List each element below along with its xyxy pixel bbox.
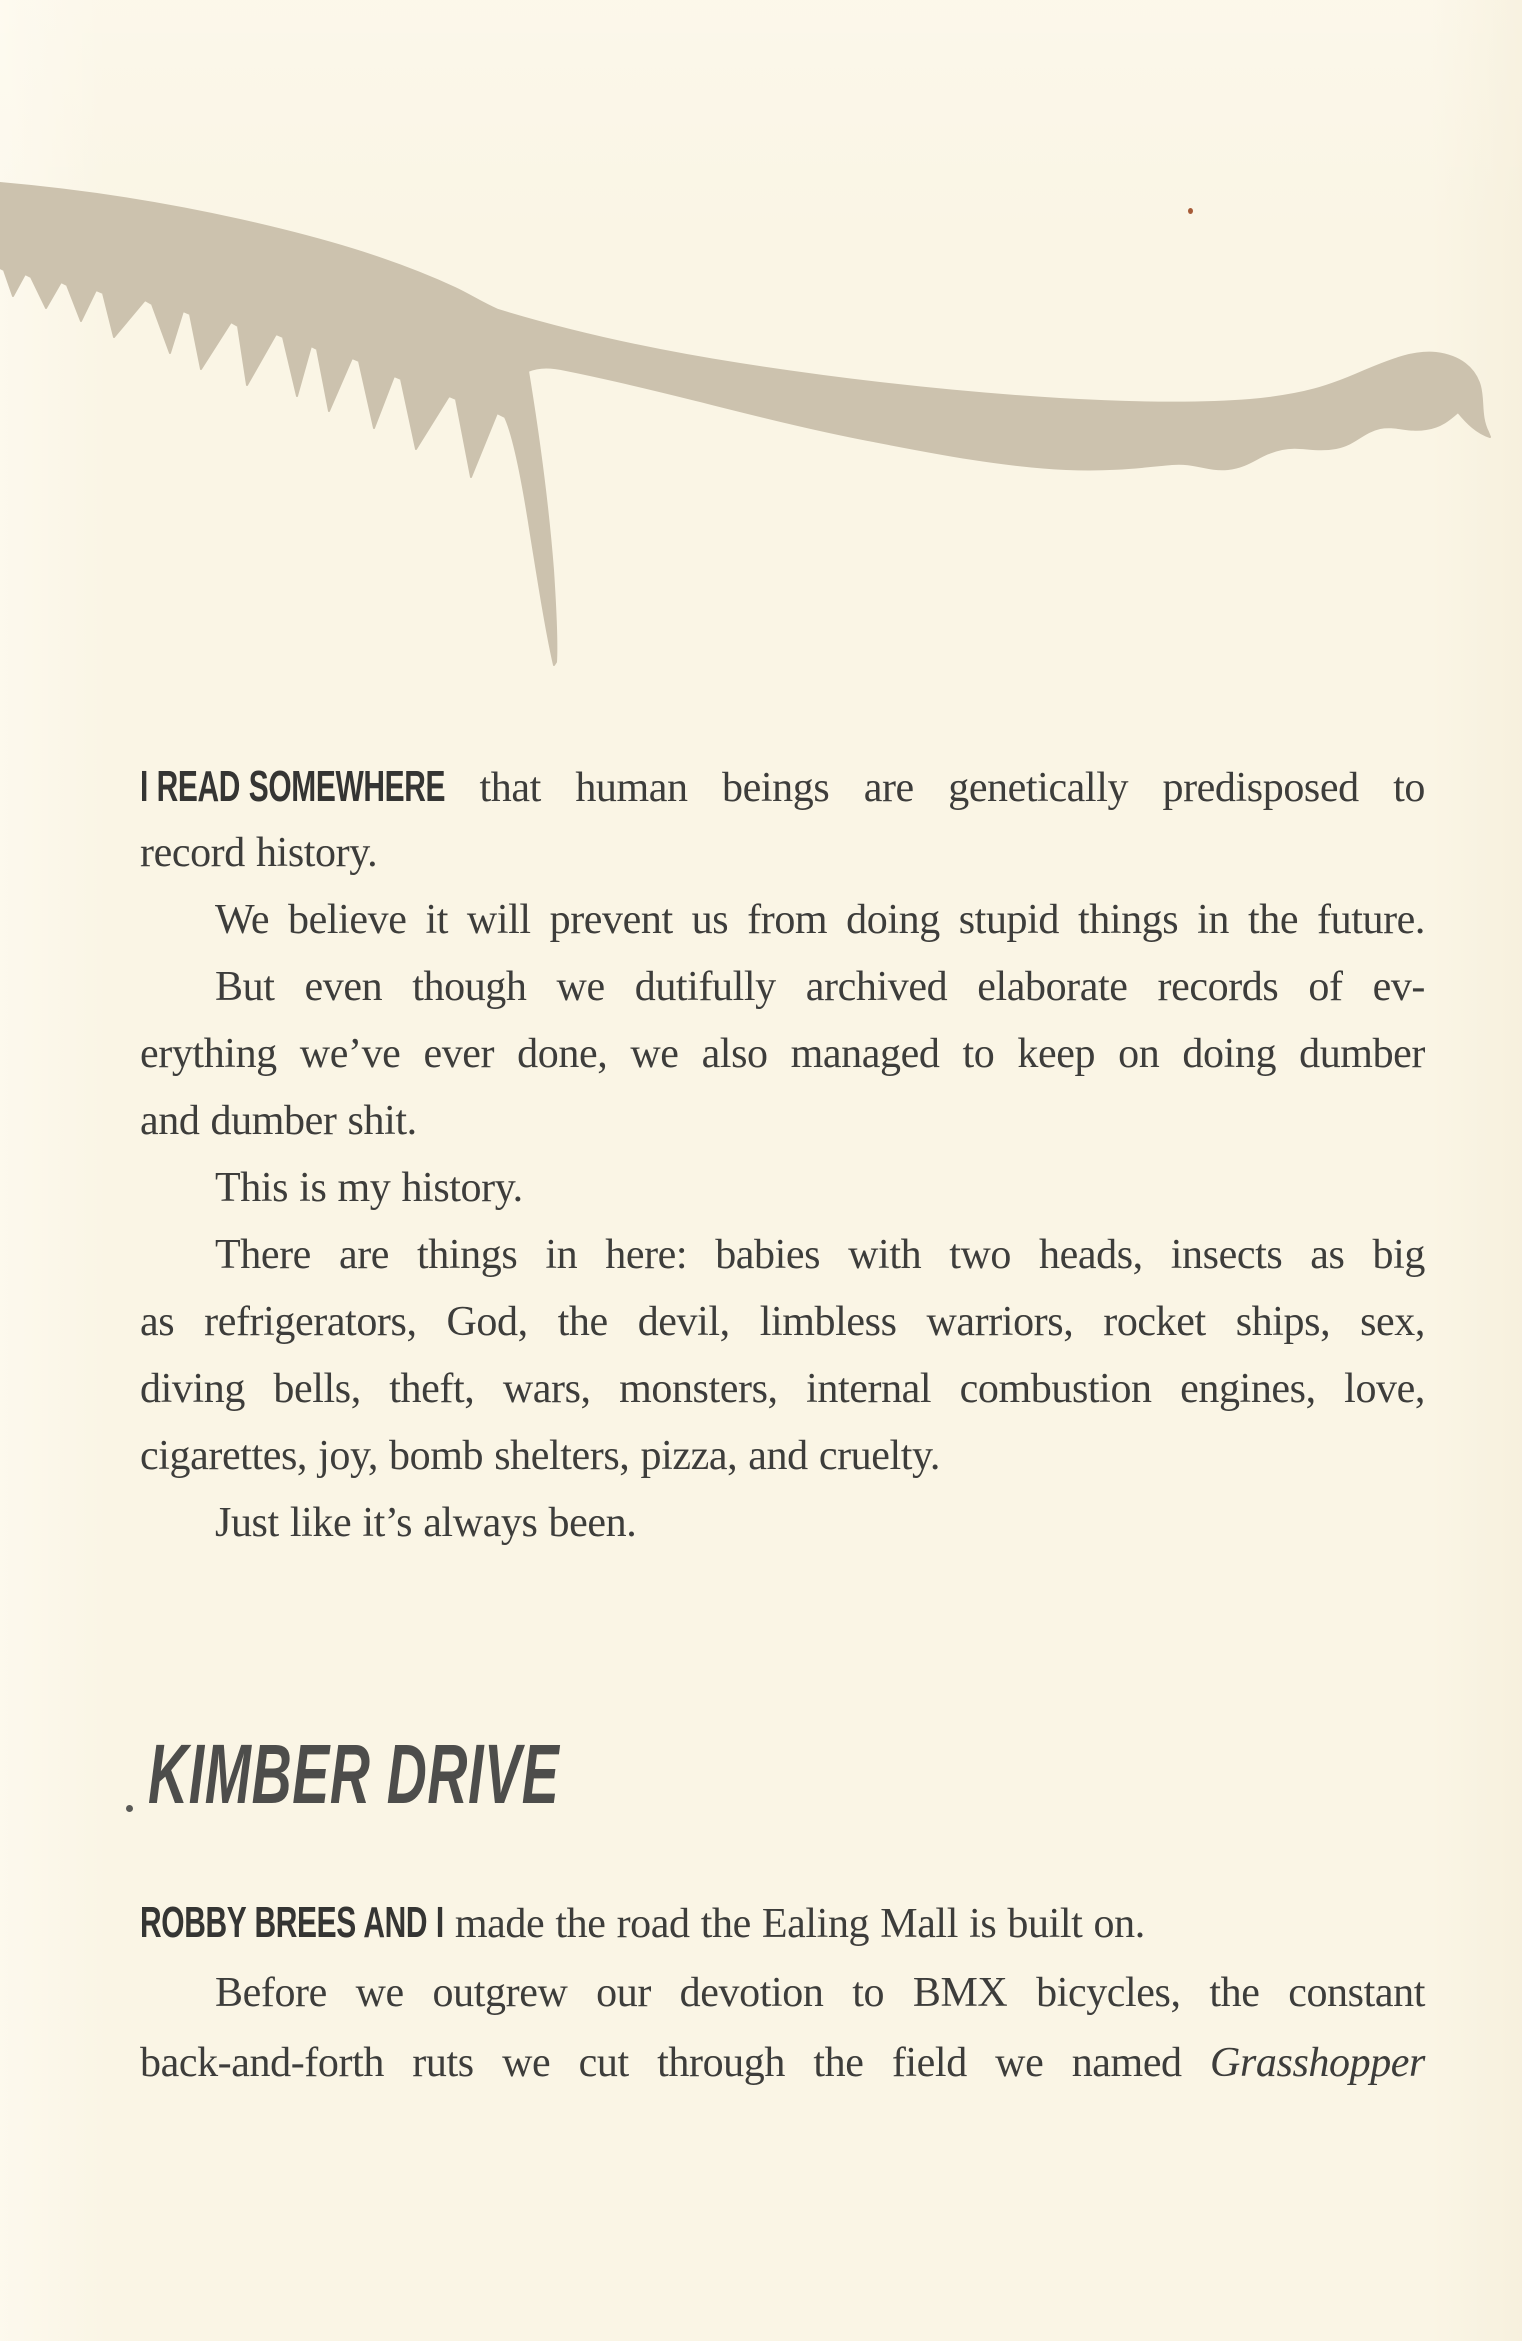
body-text: erything we’ve ever done, we also managed to keep on doing dumber [140, 1031, 1425, 1077]
ink-speck [126, 1805, 133, 1812]
text-line [140, 1490, 1425, 1557]
italic-text: Grasshopper [1210, 2040, 1425, 2086]
grasshopper-leg-illustration [0, 0, 1522, 700]
lead-in-text [140, 753, 445, 822]
body-text: and dumber shit. [140, 1098, 417, 1144]
body-text: Just like it’s always been. [215, 1500, 637, 1546]
lead-in-text-inner: ROBBY BREES AND I [140, 1898, 444, 1947]
lead-in-text-inner: I READ SOMEWHERE [140, 762, 446, 811]
body-text: cigarettes, joy, bomb shelters, pizza, and cruelty. [140, 1433, 941, 1479]
chapter-text-block [140, 1888, 1425, 2098]
body-text: But even though we dutifully archived elaborate records of ev- [215, 964, 1425, 1010]
paper-speck [1188, 208, 1193, 214]
body-text: back-and-forth ruts we cut through the field we named [140, 2040, 1211, 2086]
text-line [140, 1155, 1425, 1222]
chapter-heading [148, 1727, 771, 1821]
body-text: record history. [140, 830, 378, 876]
text-line [140, 1423, 1425, 1490]
text-line [140, 753, 1425, 820]
text-line [140, 1021, 1425, 1088]
text-line [140, 2028, 1425, 2098]
text-line [140, 954, 1425, 1021]
text-line [140, 1088, 1425, 1155]
body-text: Before we outgrew our devotion to BMX bicycles, the constant [215, 1970, 1425, 2016]
text-line [140, 1356, 1425, 1423]
text-line [140, 820, 1425, 887]
lead-in-text [140, 1888, 444, 1959]
body-text: that human beings are genetically predisposed to [445, 765, 1425, 811]
body-text: diving bells, theft, wars, monsters, internal combustion engines, love, [140, 1366, 1425, 1412]
body-text: made the road the Ealing Mall is built on. [443, 1901, 1145, 1947]
intro-text-block [140, 753, 1425, 1557]
body-text: We believe it will prevent us from doing stupid things in the future. [215, 897, 1425, 943]
text-line [140, 1958, 1425, 2028]
body-text: There are things in here: babies with two heads, insects as big [215, 1232, 1425, 1278]
text-line [140, 1888, 1425, 1958]
text-line [140, 1222, 1425, 1289]
body-text: as refrigerators, God, the devil, limbless warriors, rocket ships, sex, [140, 1299, 1425, 1345]
text-line [140, 887, 1425, 954]
body-text: This is my history. [215, 1165, 523, 1211]
text-line [140, 1289, 1425, 1356]
chapter-heading-text: KIMBER DRIVE [148, 1727, 560, 1821]
